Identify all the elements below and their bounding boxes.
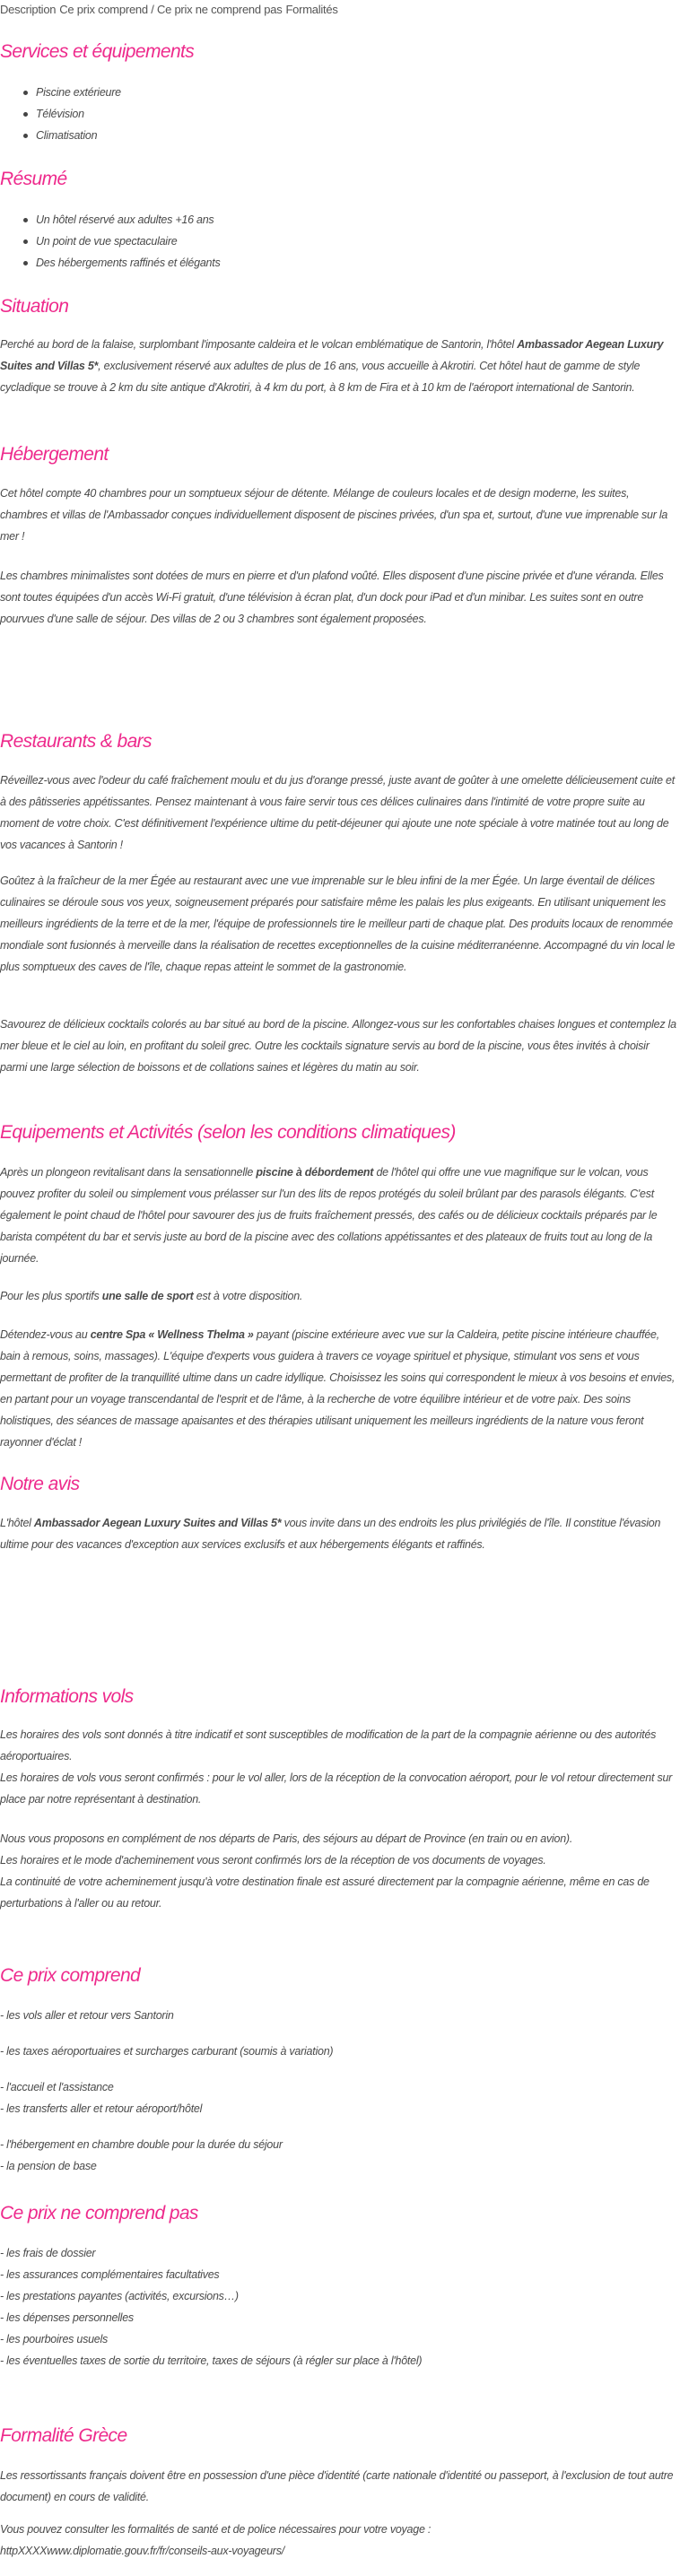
hebergement-paragraph-1: Cet hôtel compte 40 chambres pour un somptueux séjour de détente. Mélange de couleurs locales et de design moderne, les suites, chambres et villas de l'Ambassador conçues individuellement disposent de piscines privées, d'un spa et, surtout, d'une vue imprenable sur la mer ! (0, 487, 668, 543)
hotel-name: Ambassador Aegean Luxury Suites and Villas 5* (33, 1517, 282, 1529)
highlight: centre Spa « Wellness Thelma » (90, 1328, 254, 1341)
tab-description[interactable]: Description (0, 3, 57, 16)
section-title-hebergement: Hébergement (0, 444, 109, 465)
text-line: Vous pouvez consulter les formalités de santé et de police nécessaires pour votre voyage : (0, 2523, 432, 2536)
text: Pour les plus sportifs (0, 1290, 102, 1302)
formalite-paragraph-1: Les ressortissants français doivent être en possession d'une pièce d'identité (carte nationale d'identité ou passeport, à l'exclusion de tout autre document) en cours de validité. (0, 2469, 674, 2503)
section-title-comprend: Ce prix comprend (0, 1965, 141, 1986)
comprend-item: - les vols aller et retour vers Santorin (0, 2009, 174, 2022)
list-item: Un hôtel réservé aux adultes +16 ans (36, 209, 220, 231)
section-title-avis: Notre avis (0, 1474, 80, 1494)
restaurants-paragraph-3: Savourez de délicieux cocktails colorés au bar situé au bord de la piscine. Allongez-vous sur les confortables chaises longues et contemplez la mer bleue et le ciel au loin, en profitant du soleil grec. Outre les cocktails signature servis au bord de la piscine, vous êtes invités à choisir parmi une large sélection de boissons et de collations saines et légères du matin au soir. (0, 1018, 676, 1074)
comprend-item: - les taxes aéroportuaires et surcharges carburant (soumis à variation) (0, 2045, 334, 2058)
tab-formalites[interactable]: Formalités (285, 3, 338, 16)
hebergement-paragraph-2: Les chambres minimalistes sont dotées de murs en pierre et d'un plafond voûté. Elles disposent d'une piscine privée et d'une véranda. Elles sont toutes équipées d'un accès Wi-Fi gratuit, d'une télévision à écran plat, d'un dock pour iPad et d'un minibar. Les suites sont en outre pourvues d'une salle de séjour. Des villas de 2 ou 3 chambres sont également proposées. (0, 570, 664, 625)
ne-comprend-item: - les pourboires usuels (0, 2333, 109, 2345)
highlight: piscine à débordement (256, 1166, 374, 1179)
text-line: Nous vous proposons en complément de nos départs de Paris, des séjours au départ de Province (en train ou en avion). (0, 1832, 573, 1845)
text: payant (piscine extérieure avec vue sur la Caldeira, petite piscine intérieure chauffée, bain à remous, soins, massages). L'équipe d'experts vous guidera à travers ce voyage spirituel et physique, stimulant vos sens et vous permettant de profiter de la tranquillité ultime dans un cadre idyllique. Choisissez les soins qui correspondent le mieux à vos besoins et envies, en partant pour un voyage transcendantal de l'esprit et de l'âme, à la recherche de votre équilibre intérieur et de votre paix. Des soins holistiques, des séances de massage apaisantes et des thérapies utilisant uniquement les meilleurs ingrédients de la nature vous feront rayonner d'éclat ! (0, 1328, 676, 1449)
text: est à votre disposition. (193, 1290, 303, 1302)
list-item: Un point de vue spectaculaire (36, 231, 220, 252)
comprend-item: - les transferts aller et retour aéroport/hôtel (0, 2102, 203, 2115)
formalite-paragraph-2 (0, 2519, 678, 2562)
ne-comprend-item: - les éventuelles taxes de sortie du territoire, taxes de séjours (à régler sur place à l'hôtel) (0, 2354, 423, 2367)
ne-comprend-item: - les dépenses personnelles (0, 2311, 134, 2324)
section-title-situation: Situation (0, 296, 69, 317)
list-item: Piscine extérieure (36, 82, 121, 103)
tab-prix[interactable]: Ce prix comprend / Ce prix ne comprend pas (59, 3, 283, 16)
vols-paragraph-1 (0, 1724, 678, 1810)
text: Perché au bord de la falaise, surplombant l'imposante caldeira et le volcan emblématique de Santorin, l'hôtel (0, 338, 518, 351)
section-title-resume: Résumé (0, 169, 67, 189)
equipements-paragraph-2 (0, 1285, 678, 1307)
services-list (0, 82, 121, 146)
text-line: Les horaires des vols sont donnés à titre indicatif et sont susceptibles de modification de la part de la compagnie aérienne ou des autorités aéroportuaires. (0, 1728, 657, 1762)
list-item: Télévision (36, 103, 121, 125)
vols-paragraph-2 (0, 1828, 678, 1914)
section-title-formalite: Formalité Grèce (0, 2425, 127, 2446)
avis-paragraph (0, 1512, 678, 1555)
ne-comprend-item: - les prestations payantes (activités, excursions…) (0, 2290, 239, 2302)
text-line: Les horaires de vols vous seront confirmés : pour le vol aller, lors de la réception de la convocation aéroport, pour le vol retour directement sur place par notre représentant à destination. (0, 1771, 673, 1806)
list-item: Des hébergements raffinés et élégants (36, 252, 220, 274)
section-title-vols: Informations vols (0, 1686, 134, 1707)
text-line: La continuité de votre acheminement jusqu'à votre destination finale est assuré directement par la compagnie aérienne, même en cas de perturbations à l'aller ou au retour. (0, 1875, 649, 1910)
highlight: une salle de sport (101, 1290, 194, 1302)
text-line: Les horaires et le mode d'acheminement vous seront confirmés lors de la réception de vos documents de voyages. (0, 1854, 546, 1867)
hotel-name: Ambassador Aegean Luxury Suites and Villas 5* (0, 338, 664, 372)
text: vous invite dans un des endroits les plus privilégiés de l'île. Il constitue l'évasion ultime pour des vacances d'exception aux services exclusifs et aux hébergements élégants et raffinés. (0, 1517, 661, 1551)
tab-links (0, 0, 680, 20)
section-title-restaurants: Restaurants & bars (0, 731, 152, 752)
restaurants-paragraph-2: Goûtez à la fraîcheur de la mer Égée au restaurant avec une vue imprenable sur le bleu infini de la mer Égée. Un large éventail de délices culinaires se déroule sous vos yeux, soigneusement préparés pour satisfaire même les palais les plus exigeants. En utilisant uniquement les meilleurs ingrédients de la terre et de la mer, l'équipe de professionnels tire le meilleur parti de chaque plat. Des produits locaux de renommée mondiale sont fusionnés à merveille dans la réalisation de recettes exceptionnelles de la cuisine méditerranéenne. Accompagné du vin local le plus somptueux des caves de l'île, chaque repas atteint le sommet de la gastronomie. (0, 875, 676, 973)
section-title-services: Services et équipements (0, 41, 195, 62)
ne-comprend-item: - les frais de dossier (0, 2247, 96, 2259)
diplomatie-link[interactable]: httpXXXXwww.diplomatie.gouv.fr/fr/conseils-aux-voyageurs/ (0, 2545, 284, 2557)
section-title-ne-comprend: Ce prix ne comprend pas (0, 2203, 198, 2224)
equipements-paragraph-1 (0, 1162, 678, 1269)
comprend-item: - l'hébergement en chambre double pour la durée du séjour (0, 2138, 283, 2151)
situation-paragraph (0, 334, 678, 398)
comprend-item: - l'accueil et l'assistance (0, 2081, 114, 2093)
restaurants-paragraph-1: Réveillez-vous avec l'odeur du café fraîchement moulu et du jus d'orange pressé, juste avant de goûter à une omelette délicieusement cuite et à des pâtisseries appétissantes. Pensez maintenant à vous faire servir tous ces délices culinaires dans l'intimité de votre propre suite au moment de votre choix. C'est définitivement l'expérience ultime du petit-déjeuner qui ajoute une note spéciale à votre matinée tout au long de vos vacances à Santorin ! (0, 774, 675, 851)
text: Détendez-vous au (0, 1328, 91, 1341)
section-title-equipements: Equipements et Activités (selon les conditions climatiques) (0, 1122, 456, 1143)
text: , exclusivement réservé aux adultes de plus de 16 ans, vous accueille à Akrotiri. Cet hôtel haut de gamme de style cycladique se trouve à 2 km du site antique d'Akrotiri, à 4 km du port, à 8 km de Fira et à 10 km de l'aéroport international de Santorin. (0, 360, 641, 394)
text: de l'hôtel qui offre une vue magnifique sur le volcan, vous pouvez profiter du soleil ou simplement vous prélasser sur l'un des lits de repos protégés du soleil brûlant par des parasols élégants. C'est également le point chaud de l'hôtel pour savourer des jus de fruits fraîchement pressés, des cafés ou de délicieux cocktails préparés par le barista compétent du bar et servis juste au bord de la piscine avec des collations appétissantes et des plateaux de fruits tout au long de la journée. (0, 1166, 658, 1265)
list-item: Climatisation (36, 125, 121, 146)
comprend-item: - la pension de base (0, 2160, 97, 2172)
equipements-paragraph-3 (0, 1324, 678, 1453)
text: Après un plongeon revitalisant dans la sensationnelle (0, 1166, 257, 1179)
resume-list (0, 209, 220, 274)
ne-comprend-item: - les assurances complémentaires facultatives (0, 2268, 220, 2281)
text: L'hôtel (0, 1517, 34, 1529)
